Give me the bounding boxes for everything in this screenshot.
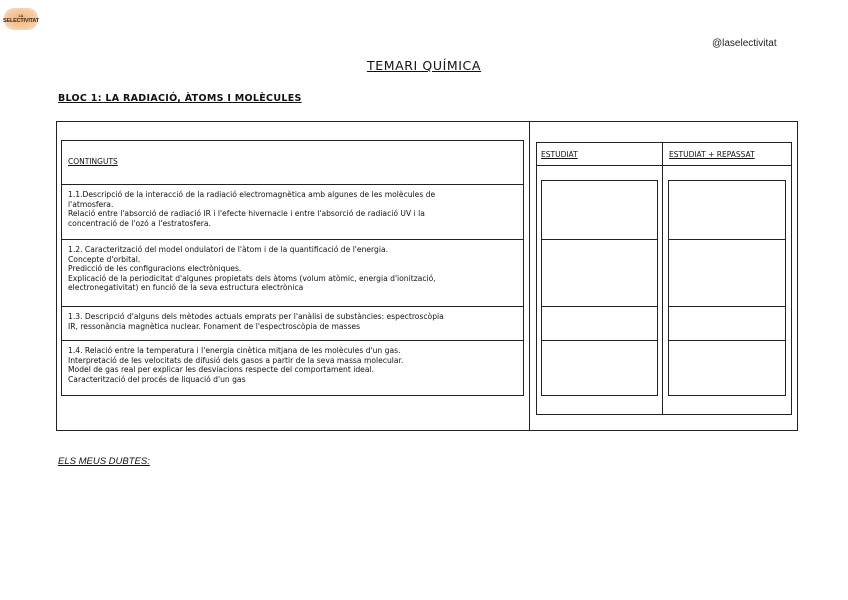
page-title: TEMARI QUÍMICA xyxy=(366,58,482,73)
repassat-checkbox-row-4[interactable] xyxy=(668,340,786,396)
content-row-2-text: 1.2. Caracterització del model ondulatori de l'àtom i de la quantificació de l'energia. Concepte d'orbital. Predicció de les configuracions electròniques. Explicació de la periodicitat d'algunes propietats dels àtoms (volum atòmic, energia d'ionització, electronegativitat) en funció de la seva estructura electrònica xyxy=(68,245,436,293)
table-column-divider xyxy=(529,121,530,431)
logo-line-1: LA xyxy=(18,14,24,18)
repassat-checkbox-row-2[interactable] xyxy=(668,239,786,307)
estudiat-checkbox-row-3[interactable] xyxy=(541,306,658,341)
section-title: BLOC 1: LA RADIACIÓ, ÀTOMS I MOLÈCULES xyxy=(58,93,302,104)
contents-header: CONTINGUTS xyxy=(68,157,118,166)
repassat-checkbox-row-3[interactable] xyxy=(668,306,786,341)
social-handle: @laselectivitat xyxy=(712,38,777,49)
estudiat-header: ESTUDIAT xyxy=(541,150,578,159)
repassat-checkbox-row-1[interactable] xyxy=(668,180,786,240)
logo-line-2: SELECTIVITAT xyxy=(3,18,39,24)
content-row-1-text: 1.1.Descripció de la interacció de la radiació electromagnètica amb algunes de les molècules de l'atmosfera. Relació entre l'absorció de radiació IR i l'efecte hivernacle i entre l'absorció de radiació UV i la concentració de l'ozó a l'estratosfera. xyxy=(68,190,436,228)
estudiat-checkbox-row-1[interactable] xyxy=(541,180,658,240)
repassat-header: ESTUDIAT + REPASSAT xyxy=(669,150,755,159)
estudiat-checkbox-row-2[interactable] xyxy=(541,239,658,307)
brand-logo xyxy=(4,8,38,30)
estudiat-checkbox-row-4[interactable] xyxy=(541,340,658,396)
content-row-4-text: 1.4. Relació entre la temperatura i l'energia cinètica mitjana de les molècules d'un gas. Interpretació de les velocitats de difusió dels gasos a partir de la seva massa molecular. Model de gas real per explicar les desviacions respecte del comportament ideal. Caracterització del procés de liquació d'un gas xyxy=(68,346,404,384)
contents-header-cell xyxy=(61,140,524,185)
doubts-label: ELS MEUS DUBTES: xyxy=(58,456,150,467)
content-row-3-text: 1.3. Descripció d'alguns dels mètodes actuals emprats per l'anàlisi de substàncies: espectroscòpia IR, ressonància magnètica nuclear. Fonament de l'espectroscòpia de masses xyxy=(68,312,444,331)
